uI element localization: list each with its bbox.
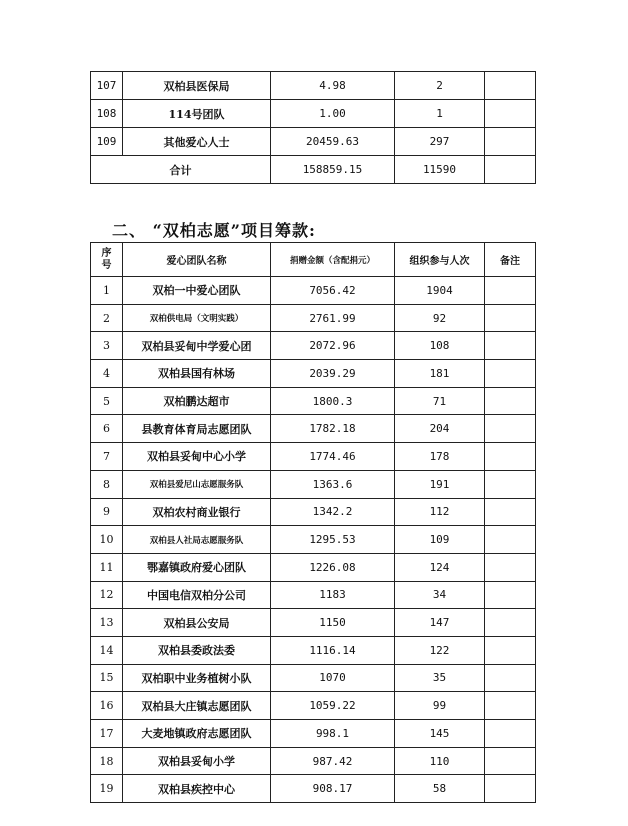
donation-amount: 2761.99 bbox=[271, 304, 395, 332]
donation-amount: 998.1 bbox=[271, 720, 395, 748]
note-cell bbox=[485, 387, 536, 415]
row-number: 16 bbox=[91, 692, 123, 720]
row-number: 19 bbox=[91, 775, 123, 803]
team-name: 县教育体育局志愿团队 bbox=[123, 415, 271, 443]
donation-amount: 1774.46 bbox=[271, 443, 395, 471]
donation-amount: 1183 bbox=[271, 581, 395, 609]
participant-count: 71 bbox=[395, 387, 485, 415]
table-row bbox=[91, 332, 536, 360]
table-row bbox=[91, 747, 536, 775]
row-number: 1 bbox=[91, 277, 123, 305]
main-table-body bbox=[91, 277, 536, 803]
note-cell bbox=[485, 692, 536, 720]
donation-amount: 1150 bbox=[271, 609, 395, 637]
donation-amount: 1363.6 bbox=[271, 470, 395, 498]
team-name: 双柏县委政法委 bbox=[123, 636, 271, 664]
participant-count: 204 bbox=[395, 415, 485, 443]
participant-count: 35 bbox=[395, 664, 485, 692]
table-row bbox=[91, 415, 536, 443]
team-name: 双柏职中业务植树小队 bbox=[123, 664, 271, 692]
team-name: 双柏县大庄镇志愿团队 bbox=[123, 692, 271, 720]
table-row bbox=[91, 277, 536, 305]
donation-amount: 1782.18 bbox=[271, 415, 395, 443]
participant-count: 2 bbox=[395, 72, 485, 100]
team-name: 双柏县医保局 bbox=[123, 72, 271, 100]
row-number: 2 bbox=[91, 304, 123, 332]
total-label: 合计 bbox=[91, 156, 271, 184]
participant-count: 108 bbox=[395, 332, 485, 360]
table-row bbox=[91, 775, 536, 803]
note-cell bbox=[485, 72, 536, 100]
header-participants: 组织参与人次 bbox=[395, 243, 485, 277]
note-cell bbox=[485, 360, 536, 388]
total-row bbox=[91, 156, 536, 184]
donation-amount: 1070 bbox=[271, 664, 395, 692]
donation-amount: 1116.14 bbox=[271, 636, 395, 664]
header-seq-label: 序号 bbox=[101, 247, 112, 271]
participant-count: 1 bbox=[395, 100, 485, 128]
participant-count: 1904 bbox=[395, 277, 485, 305]
donation-amount: 908.17 bbox=[271, 775, 395, 803]
team-name: 双柏县人社局志愿服务队 bbox=[123, 526, 271, 554]
total-note bbox=[485, 156, 536, 184]
note-cell bbox=[485, 526, 536, 554]
table-header-row bbox=[91, 243, 536, 277]
team-name: 双柏一中爱心团队 bbox=[123, 277, 271, 305]
row-number: 109 bbox=[91, 128, 123, 156]
participant-count: 178 bbox=[395, 443, 485, 471]
table-row bbox=[91, 498, 536, 526]
participant-count: 181 bbox=[395, 360, 485, 388]
note-cell bbox=[485, 609, 536, 637]
volunteer-fundraising-table bbox=[90, 242, 536, 803]
note-cell bbox=[485, 277, 536, 305]
donation-amount: 1342.2 bbox=[271, 498, 395, 526]
donation-amount: 2072.96 bbox=[271, 332, 395, 360]
donation-amount: 2039.29 bbox=[271, 360, 395, 388]
table-row bbox=[91, 128, 536, 156]
row-number: 14 bbox=[91, 636, 123, 664]
row-number: 6 bbox=[91, 415, 123, 443]
total-amount: 158859.15 bbox=[271, 156, 395, 184]
top-donation-table bbox=[90, 71, 536, 184]
note-cell bbox=[485, 720, 536, 748]
donation-amount: 20459.63 bbox=[271, 128, 395, 156]
row-number: 18 bbox=[91, 747, 123, 775]
note-cell bbox=[485, 636, 536, 664]
table-row bbox=[91, 100, 536, 128]
row-number: 11 bbox=[91, 553, 123, 581]
row-number: 108 bbox=[91, 100, 123, 128]
donation-amount: 7056.42 bbox=[271, 277, 395, 305]
note-cell bbox=[485, 664, 536, 692]
row-number: 107 bbox=[91, 72, 123, 100]
note-cell bbox=[485, 498, 536, 526]
header-team-name: 爱心团队名称 bbox=[123, 243, 271, 277]
row-number: 9 bbox=[91, 498, 123, 526]
team-name: 中国电信双柏分公司 bbox=[123, 581, 271, 609]
row-number: 12 bbox=[91, 581, 123, 609]
row-number: 4 bbox=[91, 360, 123, 388]
row-number: 10 bbox=[91, 526, 123, 554]
header-note: 备注 bbox=[485, 243, 536, 277]
team-name: 大麦地镇政府志愿团队 bbox=[123, 720, 271, 748]
participant-count: 297 bbox=[395, 128, 485, 156]
row-number: 8 bbox=[91, 470, 123, 498]
participant-count: 122 bbox=[395, 636, 485, 664]
row-number: 15 bbox=[91, 664, 123, 692]
team-name: 双柏县妥甸中心小学 bbox=[123, 443, 271, 471]
team-name: 其他爱心人士 bbox=[123, 128, 271, 156]
team-name: 双柏供电局（文明实践） bbox=[123, 304, 271, 332]
row-number: 3 bbox=[91, 332, 123, 360]
participant-count: 110 bbox=[395, 747, 485, 775]
team-name: 双柏县妥甸中学爱心团 bbox=[123, 332, 271, 360]
row-number: 7 bbox=[91, 443, 123, 471]
participant-count: 92 bbox=[395, 304, 485, 332]
total-count: 11590 bbox=[395, 156, 485, 184]
participant-count: 112 bbox=[395, 498, 485, 526]
donation-amount: 1059.22 bbox=[271, 692, 395, 720]
table-row bbox=[91, 553, 536, 581]
row-number: 5 bbox=[91, 387, 123, 415]
participant-count: 124 bbox=[395, 553, 485, 581]
participant-count: 145 bbox=[395, 720, 485, 748]
table-row bbox=[91, 304, 536, 332]
note-cell bbox=[485, 775, 536, 803]
donation-amount: 1.00 bbox=[271, 100, 395, 128]
team-name: 114号团队 bbox=[123, 100, 271, 128]
header-seq bbox=[91, 243, 123, 277]
donation-amount: 1226.08 bbox=[271, 553, 395, 581]
participant-count: 109 bbox=[395, 526, 485, 554]
team-name: 鄂嘉镇政府爱心团队 bbox=[123, 553, 271, 581]
donation-amount: 987.42 bbox=[271, 747, 395, 775]
table-row bbox=[91, 636, 536, 664]
team-name: 双柏县妥甸小学 bbox=[123, 747, 271, 775]
note-cell bbox=[485, 581, 536, 609]
table-row bbox=[91, 720, 536, 748]
team-name: 双柏鹏达超市 bbox=[123, 387, 271, 415]
row-number: 17 bbox=[91, 720, 123, 748]
table-row bbox=[91, 360, 536, 388]
table-row bbox=[91, 609, 536, 637]
table-row bbox=[91, 443, 536, 471]
team-name: 双柏县爱尼山志愿服务队 bbox=[123, 470, 271, 498]
note-cell bbox=[485, 128, 536, 156]
table-row bbox=[91, 664, 536, 692]
team-name: 双柏农村商业银行 bbox=[123, 498, 271, 526]
row-number: 13 bbox=[91, 609, 123, 637]
note-cell bbox=[485, 470, 536, 498]
team-name: 双柏县公安局 bbox=[123, 609, 271, 637]
note-cell bbox=[485, 332, 536, 360]
top-table-body bbox=[91, 72, 536, 184]
section-title: 二、 “双柏志愿”项目筹款: bbox=[112, 221, 316, 240]
participant-count: 58 bbox=[395, 775, 485, 803]
team-name: 双柏县疾控中心 bbox=[123, 775, 271, 803]
participant-count: 147 bbox=[395, 609, 485, 637]
donation-amount: 1800.3 bbox=[271, 387, 395, 415]
participant-count: 34 bbox=[395, 581, 485, 609]
table-row bbox=[91, 72, 536, 100]
note-cell bbox=[485, 747, 536, 775]
note-cell bbox=[485, 100, 536, 128]
table-row bbox=[91, 692, 536, 720]
note-cell bbox=[485, 553, 536, 581]
note-cell bbox=[485, 443, 536, 471]
team-name: 双柏县国有林场 bbox=[123, 360, 271, 388]
table-row bbox=[91, 387, 536, 415]
table-row bbox=[91, 526, 536, 554]
donation-amount: 1295.53 bbox=[271, 526, 395, 554]
header-amount: 捐赠金额（含配捐元） bbox=[271, 243, 395, 277]
note-cell bbox=[485, 304, 536, 332]
donation-amount: 4.98 bbox=[271, 72, 395, 100]
note-cell bbox=[485, 415, 536, 443]
participant-count: 99 bbox=[395, 692, 485, 720]
participant-count: 191 bbox=[395, 470, 485, 498]
table-row bbox=[91, 470, 536, 498]
table-row bbox=[91, 581, 536, 609]
